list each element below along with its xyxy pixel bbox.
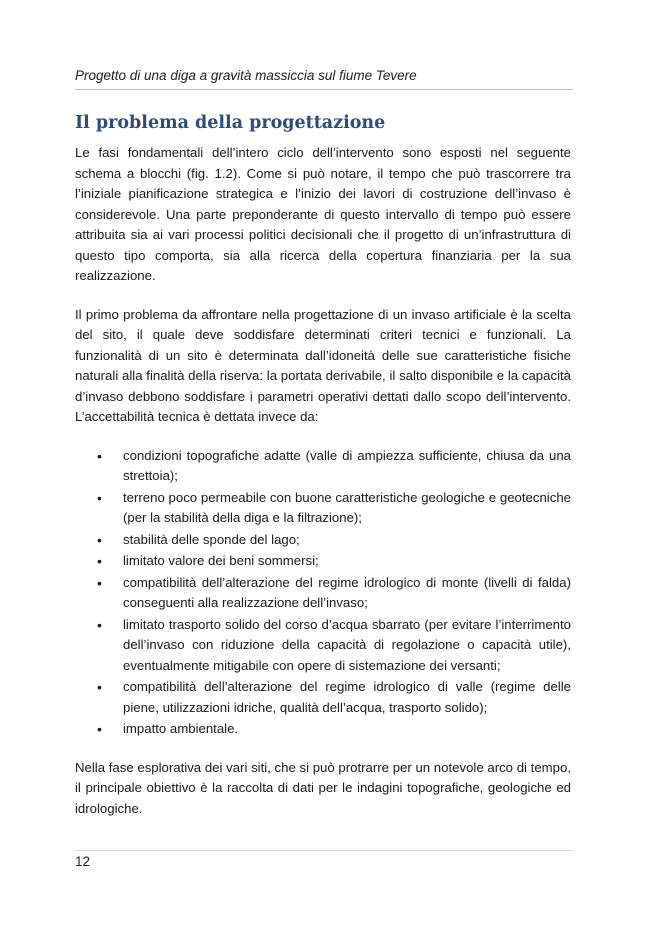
paragraph-exploration: Nella fase esplorativa dei vari siti, che si può protrarre per un notevole arco di tempo, il principale obiettivo è la raccolta di dati per le indagini topografiche, geologiche ed idrologiche. — [75, 759, 571, 816]
bullet-icon: • — [97, 721, 102, 737]
list-item: • limitato valore dei beni sommersi; — [75, 551, 571, 572]
section-title: Il problema della progettazione — [75, 113, 386, 133]
list-item: • stabilità delle sponde del lago; — [75, 530, 571, 551]
paragraph-intro: Le fasi fondamentali dell’intero ciclo dell’intervento sono esposti nel seguente schema a blocchi (fig. 1.2). Come si può notare, il tempo che può trascorrere tra l’iniziale pianificazione strategica e l’inizio dei lavori di costruzione dell’invaso è considerevole. Una parte preponderante di questo intervallo di tempo può essere attribuita sia ai vari processi politici decisionali che il progetto di un’infrastruttura di questo tipo comporta, sia alla ricerca della copertura finanziaria per la sua realizzazione. — [75, 145, 571, 283]
bullet-icon: • — [97, 553, 102, 569]
bullet-icon: • — [97, 447, 102, 464]
list-item: • compatibilità dell’alterazione del regime idrologico di valle (regime delle piene, utilizzazioni idriche, qualità dell’acqua, trasporto solido); — [97, 679, 571, 715]
list-item: • terreno poco permeabile con buone caratteristiche geologiche e geotecniche (per la stabilità della diga e la filtrazione); — [97, 489, 571, 525]
bullet-icon: • — [97, 616, 102, 633]
paragraph-site-selection: Il primo problema da affrontare nella progettazione di un invaso artificiale è la scelta del sito, il quale deve soddisfare determinati criteri tecnici e funzionali. La funzionalità di un sito è determinata dall’idoneità delle sue caratteristiche fisiche naturali alla finalità della riserva: la portata derivabile, il salto disponibile e la capacità d’invaso debbono soddisfare i parametri operativi dettati dallo scopo dell’intervento. L’accettabilità tecnica è dettata invece da: — [75, 306, 571, 424]
bullet-icon: • — [97, 531, 102, 548]
list-item: • impatto ambientale. — [75, 719, 571, 740]
running-header: Progetto di una diga a gravità massiccia sul fiume Tevere — [75, 68, 417, 83]
list-item: • condizioni topografiche adatte (valle di ampiezza sufficiente, chiusa da una strettoia); — [97, 447, 571, 483]
criteria-list — [75, 446, 571, 740]
list-item: • compatibilità dell’alterazione del regime idrologico di monte (livelli di falda) conseguenti alla realizzazione dell’invaso; — [97, 574, 571, 610]
bullet-icon: • — [97, 679, 102, 695]
header-divider — [75, 89, 573, 90]
body-text — [75, 143, 571, 819]
footer-divider — [75, 850, 573, 851]
page-number: 12 — [75, 854, 91, 869]
bullet-icon: • — [97, 574, 102, 591]
list-item: • limitato trasporto solido del corso d’acqua sbarrato (per evitare l’interrimento dell’invaso con riduzione della capacità di regolazione o capacità utile), eventualmente mitigabile con opere di sistemazione dei versanti; — [97, 616, 571, 673]
bullet-icon: • — [97, 489, 102, 506]
